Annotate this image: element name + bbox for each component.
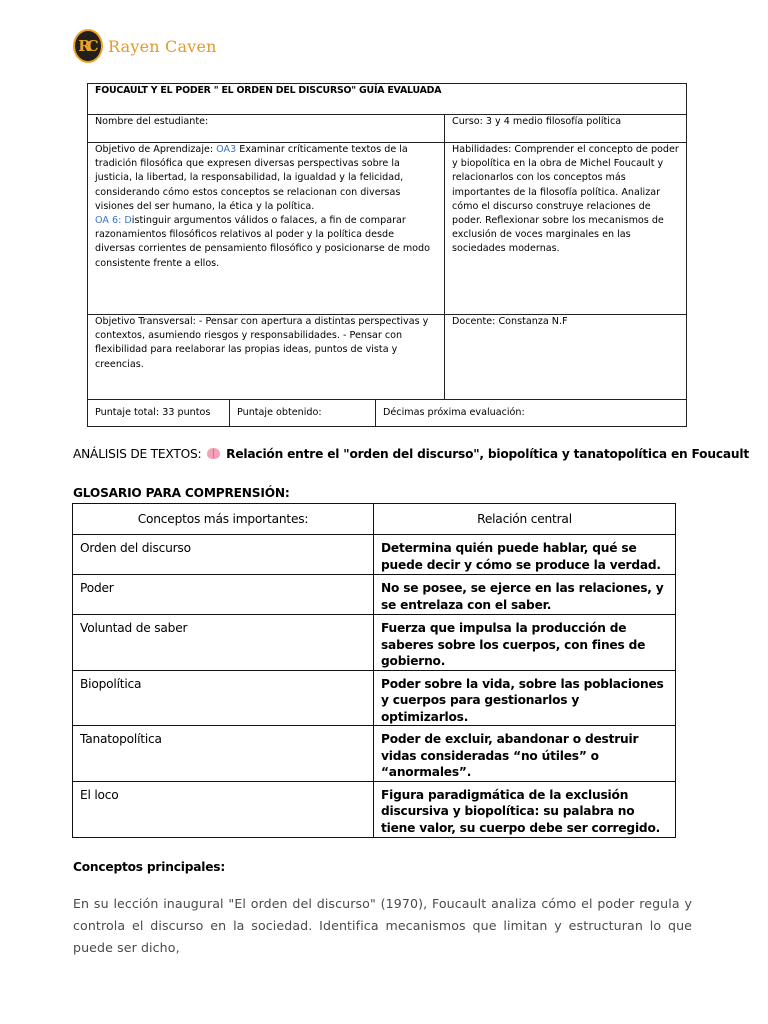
analysis-title: Relación entre el "orden del discurso", biopolítica y tanatopolítica en Foucault bbox=[222, 447, 749, 461]
obtained-score: Puntaje obtenido: bbox=[230, 400, 376, 426]
glossary-table bbox=[72, 503, 676, 838]
oa3-text: Examinar críticamente textos de la tradición filosófica que expresen diversas perspectivas sobre la justicia, la libertad, la responsabilidad, la igualdad y la felicidad, considerando cómo estos conceptos se relacionan con diversas visiones del ser humano, la ética y la política. bbox=[95, 144, 408, 212]
glossary-col-relation: Relación central bbox=[374, 504, 676, 535]
relation-cell: Fuerza que impulsa la producción de saberes sobre los cuerpos, con fines de gobierno. bbox=[374, 615, 676, 671]
relation-cell: Determina quién puede hablar, qué se puede decir y cómo se produce la verdad. bbox=[374, 535, 676, 575]
relation-cell: Poder sobre la vida, sobre las poblaciones y cuerpos para gestionarlos y optimizarlos. bbox=[374, 670, 676, 726]
guide-title: FOUCAULT Y EL PODER " EL ORDEN DEL DISCURSO" GUÍA EVALUADA bbox=[88, 84, 687, 115]
header-info-table bbox=[87, 83, 687, 427]
analysis-label: ANÁLISIS DE TEXTOS: bbox=[73, 447, 206, 461]
table-row bbox=[73, 535, 676, 575]
table-row bbox=[73, 781, 676, 837]
oa3-code: OA3 bbox=[216, 144, 237, 155]
decimals-next-eval: Décimas próxima evaluación: bbox=[383, 406, 525, 418]
concepts-paragraph: En su lección inaugural "El orden del discurso" (1970), Foucault analiza cómo el poder regula y controla el discurso en la sociedad. Identifica mecanismos que limitan y estructuran lo que puede ser dicho, bbox=[73, 896, 692, 955]
transversal-objective: Objetivo Transversal: - Pensar con apertura a distintas perspectivas y contextos, asumiendo riesgos y responsabilidades. - Pensar con flexibilidad para reelaborar las propias ideas, puntos de vista y creencias. bbox=[88, 315, 445, 400]
glossary-heading: GLOSARIO PARA COMPRENSIÓN: bbox=[73, 486, 290, 500]
logo-text: Rayen Caven bbox=[108, 36, 217, 56]
glossary-col-concepts: Conceptos más importantes: bbox=[73, 504, 374, 535]
oa6-code: OA 6: D bbox=[95, 215, 132, 227]
relation-cell: Figura paradigmática de la exclusión discursiva y biopolítica: su palabra no tiene valor, su cuerpo debe ser corregido. bbox=[374, 781, 676, 837]
concepts-heading: Conceptos principales: bbox=[73, 860, 226, 874]
table-row bbox=[73, 575, 676, 615]
brand-logo bbox=[73, 27, 217, 65]
analysis-heading bbox=[73, 447, 749, 461]
concept-cell: El loco bbox=[73, 781, 374, 837]
table-row bbox=[73, 670, 676, 726]
student-name-field: Nombre del estudiante: bbox=[88, 115, 445, 143]
total-score: Puntaje total: 33 puntos bbox=[88, 400, 230, 426]
logo-initials: RC bbox=[78, 37, 95, 55]
concept-cell: Tanatopolítica bbox=[73, 726, 374, 782]
concept-cell: Poder bbox=[73, 575, 374, 615]
teacher-cell: Docente: Constanza N.F bbox=[445, 315, 687, 400]
learning-objective bbox=[88, 143, 445, 315]
course-cell: Curso: 3 y 4 medio filosofía política bbox=[445, 115, 687, 143]
brain-icon bbox=[207, 448, 220, 459]
logo-badge-icon bbox=[73, 29, 103, 63]
relation-cell: No se posee, se ejerce en las relaciones, y se entrelaza con el saber. bbox=[374, 575, 676, 615]
objective-prefix: Objetivo de Aprendizaje: bbox=[95, 144, 217, 155]
table-row bbox=[73, 615, 676, 671]
concept-cell: Biopolítica bbox=[73, 670, 374, 726]
relation-cell: Poder de excluir, abandonar o destruir vidas consideradas “no útiles” o “anormales”. bbox=[374, 726, 676, 782]
skills-cell: Habilidades: Comprender el concepto de poder y biopolítica en la obra de Michel Foucault y relacionarlos con los conceptos más importantes de la filosofía política. Analizar cómo el discurso construye relaciones de poder. Reflexionar sobre los mecanismos de exclusión de voces marginales en las sociedades modernas. bbox=[445, 143, 687, 315]
oa6-text: istinguir argumentos válidos o falaces, a fin de comparar razonamientos filosóficos relativos al poder y la política desde diversas corrientes de pensamiento filosófico y posicionarse de modo consistente frente a ellos. bbox=[95, 215, 431, 269]
table-row bbox=[73, 726, 676, 782]
concept-cell: Voluntad de saber bbox=[73, 615, 374, 671]
concept-cell: Orden del discurso bbox=[73, 535, 374, 575]
